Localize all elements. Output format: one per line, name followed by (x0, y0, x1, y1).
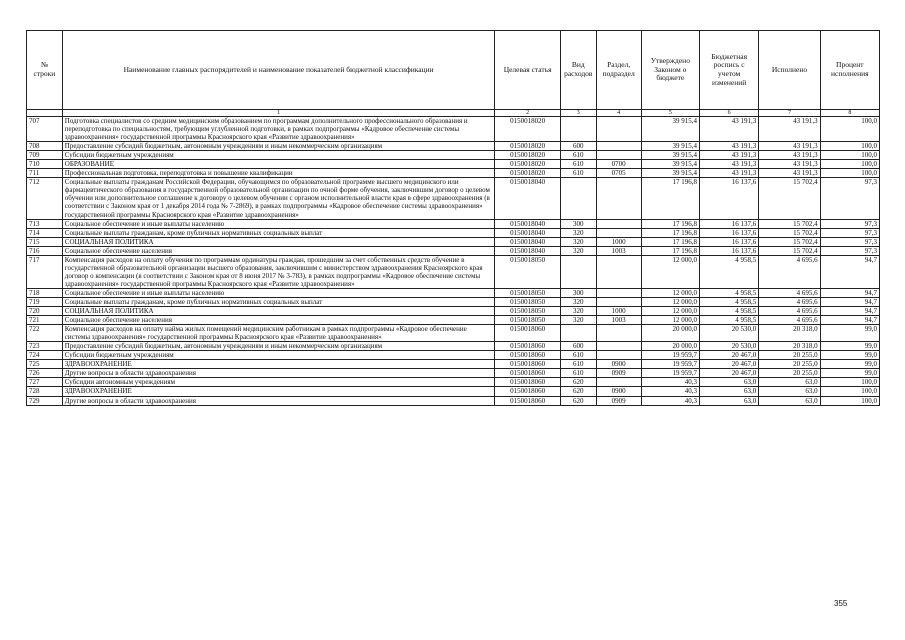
executed-cell: 4 695,6 (759, 316, 820, 325)
row-name-cell: Предоставление субсидий бюджетным, автономным учреждениям и иным некоммерческим организациям (62, 142, 495, 151)
table-row (27, 297, 880, 306)
schedule-cell: 4 958,5 (699, 255, 758, 288)
target-article-cell: 0150018060 (495, 342, 560, 351)
schedule-cell: 20 530,0 (699, 325, 758, 342)
expense-type-cell: 300 (560, 219, 596, 228)
section-cell (596, 219, 641, 228)
executed-cell: 63,0 (759, 378, 820, 387)
target-article-cell: 0150018020 (495, 169, 560, 178)
table-row (27, 342, 880, 351)
row-name-cell: Социальное обеспечение и иные выплаты населению (62, 219, 495, 228)
row-name-cell: Социальное обеспечение и иные выплаты населению (62, 288, 495, 297)
section-cell (596, 342, 641, 351)
executed-cell: 20 255,0 (759, 360, 820, 369)
row-number-cell: 710 (27, 160, 63, 169)
approved-cell: 20 000,0 (641, 342, 699, 351)
row-number-cell: 729 (27, 396, 63, 405)
schedule-cell: 16 137,6 (699, 228, 758, 237)
target-article-cell: 0150018020 (495, 160, 560, 169)
expense-type-cell: 610 (560, 151, 596, 160)
header-percent: Процент исполнения (820, 31, 879, 110)
section-cell: 0909 (596, 369, 641, 378)
row-name-cell: ЗДРАВООХРАНЕНИЕ (62, 387, 495, 396)
row-name-cell: СОЦИАЛЬНАЯ ПОЛИТИКА (62, 307, 495, 316)
percent-cell: 100,0 (820, 151, 879, 160)
table-body (27, 110, 880, 406)
approved-cell: 19 959,7 (641, 369, 699, 378)
percent-cell: 99,0 (820, 360, 879, 369)
expense-type-cell: 320 (560, 228, 596, 237)
row-number-cell: 715 (27, 237, 63, 246)
section-cell (596, 297, 641, 306)
approved-cell: 17 196,8 (641, 228, 699, 237)
row-name-cell: Социальные выплаты гражданам, кроме публичных нормативных социальных выплат (62, 297, 495, 306)
target-article-cell: 0150018060 (495, 378, 560, 387)
percent-cell: 97,3 (820, 228, 879, 237)
percent-cell: 99,0 (820, 342, 879, 351)
row-name-cell: Профессиональная подготовка, переподготовка и повышение квалификации (62, 169, 495, 178)
schedule-cell: 20 467,0 (699, 351, 758, 360)
percent-cell: 94,7 (820, 288, 879, 297)
percent-cell: 99,0 (820, 325, 879, 342)
target-article-cell: 0150018050 (495, 316, 560, 325)
executed-cell: 20 318,0 (759, 325, 820, 342)
executed-cell: 43 191,3 (759, 142, 820, 151)
table-row (27, 142, 880, 151)
approved-cell: 12 000,0 (641, 288, 699, 297)
executed-cell: 4 695,6 (759, 297, 820, 306)
percent-cell: 100,0 (820, 142, 879, 151)
row-name-cell: Другие вопросы в области здравоохранения (62, 396, 495, 405)
row-number-cell: 714 (27, 228, 63, 237)
row-name-cell: ЗДРАВООХРАНЕНИЕ (62, 360, 495, 369)
executed-cell: 4 695,6 (759, 255, 820, 288)
schedule-cell: 4 958,5 (699, 288, 758, 297)
schedule-cell: 4 958,5 (699, 297, 758, 306)
row-name-cell: Субсидии автономным учреждениям (62, 378, 495, 387)
row-name-cell: Социальное обеспечение населения (62, 246, 495, 255)
approved-cell: 39 915,4 (641, 151, 699, 160)
row-number-cell: 720 (27, 307, 63, 316)
target-article-cell: 0150018040 (495, 178, 560, 219)
percent-cell: 97,3 (820, 178, 879, 219)
expense-type-cell: 320 (560, 307, 596, 316)
approved-cell: 17 196,8 (641, 237, 699, 246)
header-num: № строки (27, 31, 63, 110)
approved-cell: 40,3 (641, 396, 699, 405)
row-number-cell: 712 (27, 178, 63, 219)
target-article-cell: 0150018050 (495, 297, 560, 306)
target-article-cell: 0150018040 (495, 219, 560, 228)
table-row (27, 160, 880, 169)
table-row (27, 325, 880, 342)
row-number-cell: 723 (27, 342, 63, 351)
percent-cell: 94,7 (820, 316, 879, 325)
expense-type-cell: 320 (560, 237, 596, 246)
expense-type-cell: 610 (560, 351, 596, 360)
expense-type-cell: 610 (560, 169, 596, 178)
table-row (27, 351, 880, 360)
percent-cell: 99,0 (820, 351, 879, 360)
row-number-cell: 718 (27, 288, 63, 297)
section-cell: 0705 (596, 169, 641, 178)
schedule-cell: 16 137,6 (699, 178, 758, 219)
expense-type-cell: 610 (560, 160, 596, 169)
colnum-cell: 4 (596, 110, 641, 117)
percent-cell: 94,7 (820, 255, 879, 288)
table-row (27, 178, 880, 219)
expense-type-cell: 600 (560, 142, 596, 151)
approved-cell: 39 915,4 (641, 160, 699, 169)
schedule-cell: 4 958,5 (699, 316, 758, 325)
row-number-cell: 724 (27, 351, 63, 360)
executed-cell: 43 191,3 (759, 151, 820, 160)
schedule-cell: 43 191,3 (699, 142, 758, 151)
approved-cell: 12 000,0 (641, 316, 699, 325)
executed-cell: 43 191,3 (759, 160, 820, 169)
schedule-cell: 43 191,3 (699, 169, 758, 178)
section-cell (596, 288, 641, 297)
section-cell: 1000 (596, 237, 641, 246)
section-cell: 1003 (596, 316, 641, 325)
expense-type-cell: 610 (560, 369, 596, 378)
table-row (27, 288, 880, 297)
schedule-cell: 63,0 (699, 396, 758, 405)
row-number-cell: 722 (27, 325, 63, 342)
approved-cell: 12 000,0 (641, 297, 699, 306)
section-cell: 1000 (596, 307, 641, 316)
section-cell: 0900 (596, 387, 641, 396)
schedule-cell: 20 530,0 (699, 342, 758, 351)
executed-cell: 43 191,3 (759, 117, 820, 142)
approved-cell: 17 196,8 (641, 246, 699, 255)
table-row (27, 117, 880, 142)
approved-cell: 39 915,4 (641, 142, 699, 151)
target-article-cell: 0150018060 (495, 360, 560, 369)
expense-type-cell: 620 (560, 387, 596, 396)
header-type: Вид расходов (560, 31, 596, 110)
row-name-cell: ОБРАЗОВАНИЕ (62, 160, 495, 169)
target-article-cell: 0150018060 (495, 387, 560, 396)
executed-cell: 20 255,0 (759, 369, 820, 378)
approved-cell: 19 959,7 (641, 360, 699, 369)
schedule-cell: 20 467,0 (699, 360, 758, 369)
approved-cell: 17 196,8 (641, 219, 699, 228)
row-name-cell: Социальное обеспечение населения (62, 316, 495, 325)
page-number: 355 (834, 599, 848, 608)
expense-type-cell: 320 (560, 316, 596, 325)
colnum-cell: 1 (62, 110, 495, 117)
row-number-cell: 725 (27, 360, 63, 369)
percent-cell: 94,7 (820, 297, 879, 306)
schedule-cell: 4 958,5 (699, 307, 758, 316)
target-article-cell: 0150018060 (495, 351, 560, 360)
approved-cell: 12 000,0 (641, 307, 699, 316)
approved-cell: 40,3 (641, 387, 699, 396)
target-article-cell: 0150018020 (495, 142, 560, 151)
schedule-cell: 20 467,0 (699, 369, 758, 378)
column-numbers-row (27, 110, 880, 117)
row-number-cell: 728 (27, 387, 63, 396)
target-article-cell: 0150018020 (495, 117, 560, 142)
section-cell (596, 178, 641, 219)
percent-cell: 100,0 (820, 396, 879, 405)
approved-cell: 17 196,8 (641, 178, 699, 219)
percent-cell: 94,7 (820, 307, 879, 316)
row-number-cell: 719 (27, 297, 63, 306)
executed-cell: 15 702,4 (759, 219, 820, 228)
row-number-cell: 717 (27, 255, 63, 288)
section-cell (596, 142, 641, 151)
percent-cell: 100,0 (820, 387, 879, 396)
expense-type-cell (560, 255, 596, 288)
table-row (27, 387, 880, 396)
section-cell (596, 378, 641, 387)
executed-cell: 20 318,0 (759, 342, 820, 351)
expense-type-cell: 320 (560, 297, 596, 306)
section-cell: 0700 (596, 160, 641, 169)
budget-table (26, 30, 880, 406)
schedule-cell: 16 137,6 (699, 237, 758, 246)
row-name-cell: СОЦИАЛЬНАЯ ПОЛИТИКА (62, 237, 495, 246)
expense-type-cell (560, 178, 596, 219)
table-row (27, 169, 880, 178)
percent-cell: 100,0 (820, 169, 879, 178)
section-cell (596, 325, 641, 342)
executed-cell: 63,0 (759, 387, 820, 396)
approved-cell: 19 959,7 (641, 351, 699, 360)
percent-cell: 100,0 (820, 160, 879, 169)
executed-cell: 15 702,4 (759, 228, 820, 237)
percent-cell: 99,0 (820, 369, 879, 378)
target-article-cell: 0150018040 (495, 228, 560, 237)
expense-type-cell: 620 (560, 396, 596, 405)
row-name-cell: Компенсация расходов на оплату обучения по программам ординатуры граждан, прошедшим за счет собственных средств обучение в государственной образовательной организации высшего образования, заключившим с министерством здравоохранения Красноярского края договор о компенсации (в соответствии с Законом края от 8 июня 2017 № 3-783), в рамках подпрограммы «Кадровое обеспечение системы здравоохранения» государственной программы Красноярского края «Развитие здравоохранения» (62, 255, 495, 288)
table-row (27, 396, 880, 405)
expense-type-cell: 610 (560, 360, 596, 369)
row-number-cell: 711 (27, 169, 63, 178)
target-article-cell: 0150018060 (495, 369, 560, 378)
row-name-cell: Субсидии бюджетным учреждениям (62, 351, 495, 360)
row-number-cell: 727 (27, 378, 63, 387)
expense-type-cell: 320 (560, 246, 596, 255)
table-row (27, 237, 880, 246)
expense-type-cell: 620 (560, 378, 596, 387)
schedule-cell: 63,0 (699, 387, 758, 396)
section-cell (596, 228, 641, 237)
section-cell: 1003 (596, 246, 641, 255)
colnum-cell: 3 (560, 110, 596, 117)
approved-cell: 39 915,4 (641, 117, 699, 142)
colnum-cell: 5 (641, 110, 699, 117)
approved-cell: 12 000,0 (641, 255, 699, 288)
section-cell (596, 351, 641, 360)
expense-type-cell: 300 (560, 288, 596, 297)
expense-type-cell (560, 117, 596, 142)
table-row (27, 219, 880, 228)
row-number-cell: 707 (27, 117, 63, 142)
row-number-cell: 713 (27, 219, 63, 228)
colnum-cell: 7 (759, 110, 820, 117)
target-article-cell: 0150018040 (495, 237, 560, 246)
row-number-cell: 716 (27, 246, 63, 255)
schedule-cell: 16 137,6 (699, 219, 758, 228)
executed-cell: 20 255,0 (759, 351, 820, 360)
target-article-cell: 0150018020 (495, 151, 560, 160)
executed-cell: 15 702,4 (759, 178, 820, 219)
expense-type-cell (560, 325, 596, 342)
table-row (27, 360, 880, 369)
row-name-cell: Социальные выплаты гражданам, кроме публичных нормативных социальных выплат (62, 228, 495, 237)
row-number-cell: 721 (27, 316, 63, 325)
executed-cell: 15 702,4 (759, 246, 820, 255)
section-cell (596, 117, 641, 142)
table-row (27, 378, 880, 387)
header-executed: Исполнено (759, 31, 820, 110)
row-name-cell: Предоставление субсидий бюджетным, автономным учреждениям и иным некоммерческим организациям (62, 342, 495, 351)
section-cell: 0900 (596, 360, 641, 369)
header-schedule: Бюджетная роспись с учетом изменений (699, 31, 758, 110)
row-name-cell: Другие вопросы в области здравоохранения (62, 369, 495, 378)
section-cell: 0909 (596, 396, 641, 405)
table-row (27, 255, 880, 288)
table-row (27, 151, 880, 160)
colnum-cell: 8 (820, 110, 879, 117)
row-name-cell: Подготовка специалистов со средним медицинским образованием по программам дополнительного профессионального образования и переподготовка по специальностям, требующим углубленной подготовки, в рамках подпрограммы «Кадровое обеспечение системы здравоохранения» государственной программы Красноярского края «Развитие здравоохранения» (62, 117, 495, 142)
schedule-cell: 63,0 (699, 378, 758, 387)
row-name-cell: Социальные выплаты гражданам Российской Федерации, обучающимся по образовательной программе высшего медицинского или фармацевтического образования в государственной образовательной организации по очной форме обучения, заключившим договор о целевом обучении или дополнительное соглашение к договору о целевом обучении с органом исполнительной власти края в сфере здравоохранения (в соответствии с Законом края от 1 декабря 2014 года № 7-2869), в рамках подпрограммы «Кадровое обеспечение системы здравоохранения» государственной программы Красноярского края «Развитие здравоохранения» (62, 178, 495, 219)
header-name: Наименование главных распорядителей и наименование показателей бюджетной классификации (62, 31, 495, 110)
executed-cell: 4 695,6 (759, 288, 820, 297)
table-row (27, 369, 880, 378)
percent-cell: 100,0 (820, 117, 879, 142)
table-row (27, 246, 880, 255)
table-row (27, 307, 880, 316)
executed-cell: 15 702,4 (759, 237, 820, 246)
percent-cell: 97,3 (820, 237, 879, 246)
target-article-cell: 0150018060 (495, 396, 560, 405)
target-article-cell: 0150018050 (495, 255, 560, 288)
approved-cell: 40,3 (641, 378, 699, 387)
percent-cell: 97,3 (820, 246, 879, 255)
schedule-cell: 43 191,3 (699, 117, 758, 142)
header-approved: Утверждено Законом о бюджете (641, 31, 699, 110)
header-target: Целевая статья (495, 31, 560, 110)
header-section: Раздел, подраздел (596, 31, 641, 110)
section-cell (596, 255, 641, 288)
schedule-cell: 43 191,3 (699, 151, 758, 160)
executed-cell: 43 191,3 (759, 169, 820, 178)
target-article-cell: 0150018060 (495, 325, 560, 342)
row-number-cell: 709 (27, 151, 63, 160)
expense-type-cell: 600 (560, 342, 596, 351)
row-number-cell: 708 (27, 142, 63, 151)
row-name-cell: Компенсация расходов на оплату найма жилых помещений медицинским работникам в рамках подпрограммы «Кадровое обеспечение системы здравоохранения» государственной программы Красноярского края «Развитие здравоохранения» (62, 325, 495, 342)
executed-cell: 63,0 (759, 396, 820, 405)
schedule-cell: 43 191,3 (699, 160, 758, 169)
table-row (27, 228, 880, 237)
section-cell (596, 151, 641, 160)
percent-cell: 97,3 (820, 219, 879, 228)
colnum-cell: 2 (495, 110, 560, 117)
approved-cell: 39 915,4 (641, 169, 699, 178)
target-article-cell: 0150018050 (495, 307, 560, 316)
percent-cell: 100,0 (820, 378, 879, 387)
table-row (27, 316, 880, 325)
approved-cell: 20 000,0 (641, 325, 699, 342)
header-row (27, 31, 880, 110)
target-article-cell: 0150018040 (495, 246, 560, 255)
colnum-cell: 6 (699, 110, 758, 117)
executed-cell: 4 695,6 (759, 307, 820, 316)
row-number-cell: 726 (27, 369, 63, 378)
schedule-cell: 16 137,6 (699, 246, 758, 255)
row-name-cell: Субсидии бюджетным учреждениям (62, 151, 495, 160)
target-article-cell: 0150018050 (495, 288, 560, 297)
colnum-cell (27, 110, 63, 117)
